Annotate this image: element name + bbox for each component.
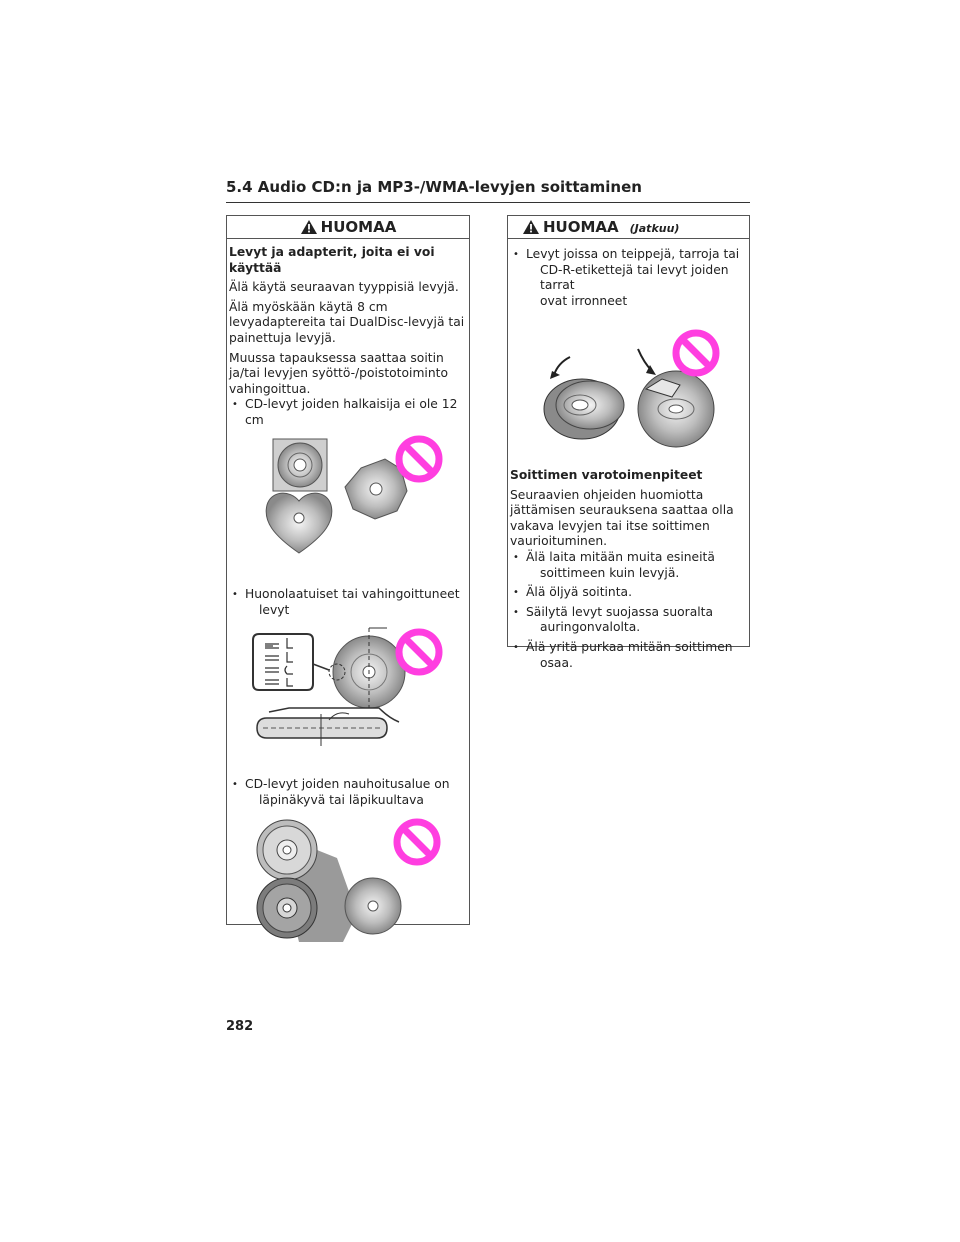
player-precautions-heading: Soittimen varotoimenpiteet: [510, 467, 703, 482]
bullet-item: • Säilytä levyt suojassa suoralta auringonvalolta.: [510, 605, 745, 636]
continued-label: (Jatkuu): [629, 222, 680, 235]
prohibition-icon: [399, 632, 439, 672]
caution-title-bar: [508, 216, 749, 239]
paragraph: Älä käytä seuraavan tyyppisiä levyjä.: [229, 280, 459, 295]
odd-shaped-discs-illustration: [229, 435, 465, 569]
prohibition-icon: [397, 822, 437, 862]
caution-box-left: [226, 215, 470, 925]
paragraph: Seuraavien ohjeiden huomiotta jättämisen seurauksena saattaa olla vakava levyjen tai itse soittimen vaurioituminen.: [510, 487, 734, 549]
warning-icon: [522, 219, 540, 235]
paragraph: Älä myöskään käytä 8 cm levyadaptereita tai DualDisc-levyjä tai painettuja levyjä.: [229, 299, 465, 345]
bullet-item: • Huonolaatuiset tai vahingoittuneet levyt: [229, 587, 465, 618]
prohibition-icon: [399, 439, 439, 479]
prohibition-icon: [676, 333, 716, 373]
caution-title: HUOMAA: [320, 218, 397, 236]
caution-title-bar: [227, 216, 469, 239]
bullet-item: • Älä laita mitään muita esineitä soittimeen kuin levyjä.: [510, 550, 745, 581]
bullet-item: • Älä yritä purkaa mitään soittimen osaa.: [510, 640, 745, 671]
bullet-item: • CD-levyt joiden halkaisija ei ole 12 cm: [229, 397, 465, 428]
caution-box-right: [507, 215, 750, 670]
bullet-item: • Levyt joissa on teippejä, tarroja tai CD-R-etikettejä tai levyt joiden tarrat ovat irronneet: [510, 247, 745, 309]
caution-title: HUOMAA: [543, 218, 619, 236]
labeled-discs-illustration: [510, 317, 746, 457]
bullet-item: • Älä öljyä soitinta.: [510, 585, 745, 601]
warning-icon: [300, 219, 318, 235]
transparent-discs-illustration: [229, 818, 465, 952]
bullet-item: • CD-levyt joiden nauhoitusalue on läpinäkyvä tai läpikuultava: [229, 777, 465, 808]
paragraph: Muussa tapauksessa saattaa soitin ja/tai levyjen syöttö-/poistotoiminto vahingoittua.: [229, 350, 448, 396]
section-title: 5.4 Audio CD:n ja MP3-/WMA-levyjen soittaminen: [226, 178, 750, 203]
page-number: 282: [226, 1019, 254, 1034]
damaged-discs-illustration: [229, 624, 465, 764]
unusable-discs-heading: Levyt ja adapterit, joita ei voi käyttää: [229, 245, 435, 275]
